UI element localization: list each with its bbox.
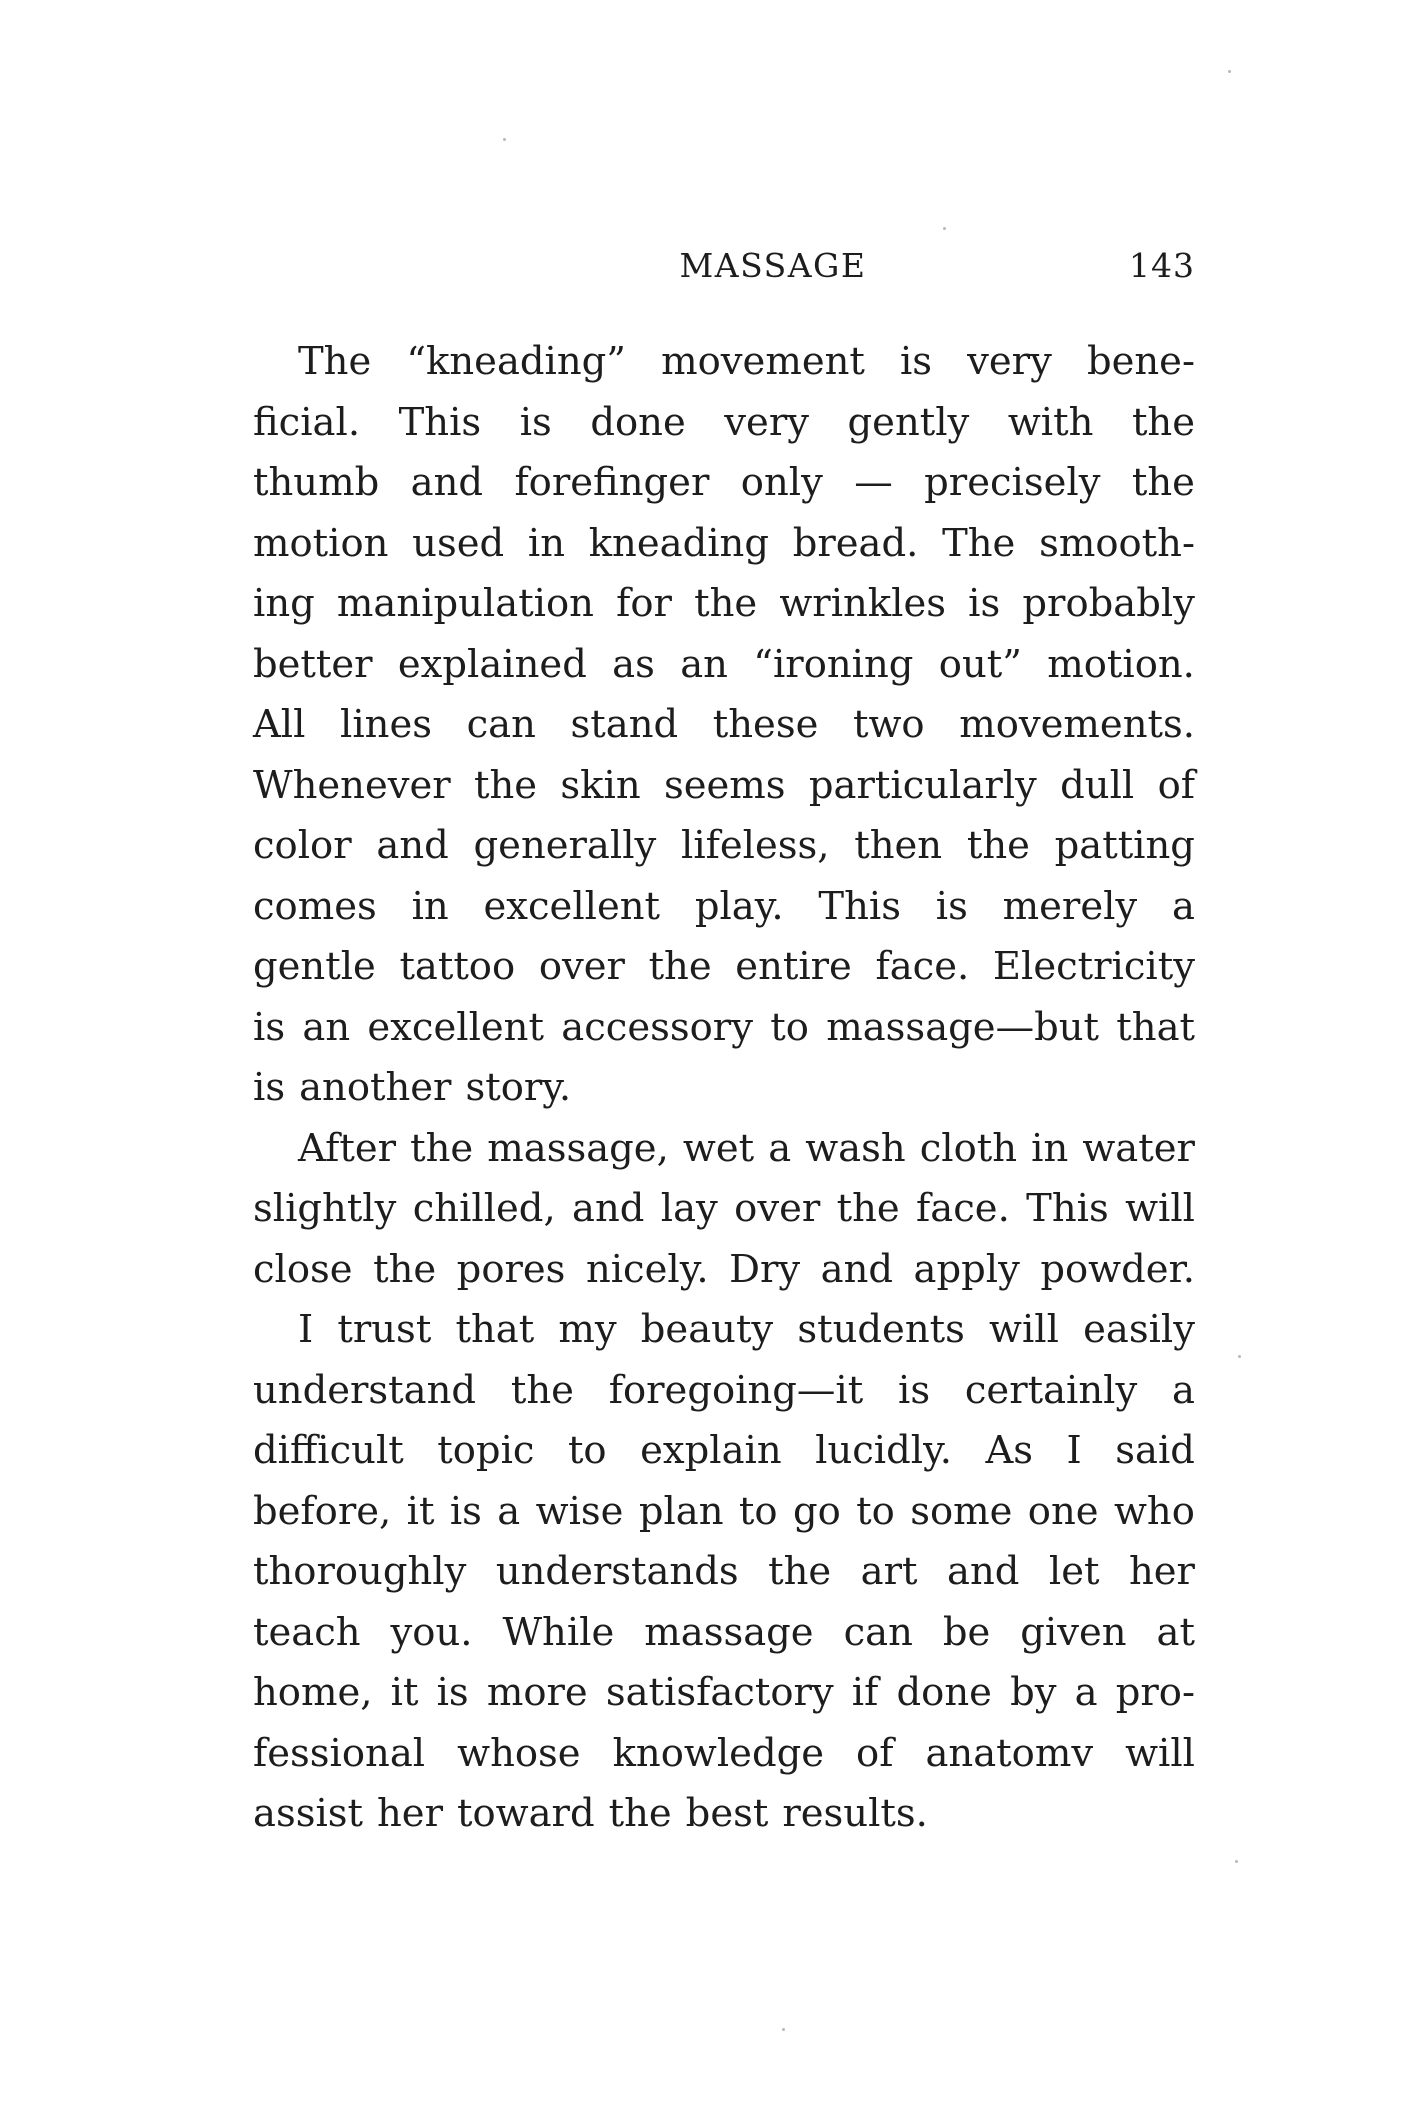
- word: I: [298, 1307, 314, 1352]
- word: This: [818, 883, 901, 929]
- word: accessory: [561, 1004, 753, 1050]
- text-line: [253, 756, 1195, 817]
- text-line: [253, 998, 1195, 1059]
- word: is: [253, 1004, 286, 1050]
- page-number: 143: [1129, 246, 1195, 285]
- word: and: [376, 823, 449, 868]
- word: entire: [735, 944, 852, 989]
- word: satisfactory: [605, 1670, 834, 1715]
- word: generally: [473, 823, 657, 868]
- word: is: [935, 883, 968, 929]
- word: thoroughly: [253, 1549, 467, 1594]
- word: The: [298, 339, 372, 384]
- word: a: [768, 1125, 792, 1171]
- word: these: [712, 702, 819, 747]
- body-text: [253, 332, 1195, 1845]
- word: bread.: [792, 520, 919, 566]
- word: fessional: [253, 1730, 426, 1776]
- word: face.: [916, 1186, 1010, 1231]
- text-line: [253, 1421, 1195, 1482]
- word: comes: [253, 883, 377, 929]
- word: manipulation: [336, 581, 594, 626]
- word: probably: [1022, 581, 1195, 626]
- word: smooth-: [1039, 520, 1195, 566]
- word: is: [898, 1367, 931, 1413]
- word: “kneading”: [406, 339, 626, 384]
- word: over: [734, 1186, 821, 1231]
- word: I: [1066, 1428, 1082, 1473]
- word: and: [820, 1246, 894, 1292]
- word: chilled,: [412, 1186, 556, 1231]
- word: the: [608, 1791, 672, 1836]
- word: This: [398, 399, 482, 445]
- word: is: [519, 399, 552, 445]
- text-line: [253, 695, 1195, 756]
- word: before,: [253, 1488, 392, 1534]
- word: to: [738, 1488, 778, 1534]
- word: explain: [640, 1428, 782, 1473]
- word: it: [406, 1488, 435, 1534]
- word: done: [896, 1670, 992, 1715]
- paper-speck: [1238, 1355, 1241, 1358]
- word: After: [298, 1125, 397, 1171]
- word: tattoo: [399, 944, 516, 989]
- text-line: [253, 332, 1195, 393]
- word: in: [1031, 1125, 1069, 1171]
- text-line: [253, 937, 1195, 998]
- text-line: [253, 514, 1195, 575]
- word: close: [253, 1246, 353, 1292]
- word: the: [966, 823, 1030, 868]
- word: only: [740, 460, 823, 505]
- word: cloth: [919, 1125, 1018, 1171]
- word: if: [851, 1670, 879, 1715]
- word: plan: [638, 1488, 724, 1534]
- word: knowledge: [612, 1730, 825, 1776]
- word: her: [1128, 1549, 1195, 1594]
- word: an: [302, 1004, 351, 1050]
- word: teach: [253, 1609, 361, 1655]
- word: thumb: [253, 460, 380, 505]
- word: wrinkles: [779, 581, 946, 626]
- running-head: MASSAGE: [679, 246, 867, 285]
- word: another: [299, 1065, 452, 1110]
- text-line: [253, 635, 1195, 696]
- word: massage—but: [826, 1004, 1099, 1050]
- word: As: [985, 1428, 1034, 1473]
- word: particularly: [808, 762, 1037, 808]
- word: gentle: [253, 944, 376, 989]
- word: lucidly.: [815, 1428, 952, 1473]
- text-line: [253, 1603, 1195, 1664]
- word: movement: [661, 339, 865, 384]
- word: topic: [437, 1428, 535, 1473]
- word: stand: [570, 702, 679, 747]
- word: you.: [390, 1609, 473, 1655]
- word: color: [253, 823, 352, 868]
- word: understands: [495, 1549, 739, 1594]
- word: story.: [465, 1065, 572, 1110]
- word: gently: [847, 399, 970, 445]
- word: the: [410, 1125, 474, 1171]
- word: one: [1027, 1488, 1099, 1534]
- word: her: [377, 1791, 443, 1836]
- word: massage,: [487, 1125, 669, 1171]
- word: toward: [457, 1791, 595, 1836]
- word: more: [486, 1670, 588, 1715]
- text-line: [253, 1179, 1195, 1240]
- text-line: [253, 574, 1195, 635]
- text-line: [253, 1724, 1195, 1785]
- word: Electricity: [992, 944, 1195, 989]
- word: All: [253, 702, 306, 747]
- text-line: [253, 453, 1195, 514]
- word: powder.: [1040, 1246, 1195, 1292]
- word: of: [856, 1730, 894, 1776]
- word: precisely: [924, 460, 1101, 505]
- word: While: [502, 1609, 615, 1655]
- word: that: [455, 1307, 535, 1352]
- word: as: [612, 641, 655, 687]
- word: some: [910, 1488, 1013, 1534]
- word: home,: [253, 1670, 373, 1715]
- word: ing: [253, 581, 315, 626]
- text-line: [253, 1300, 1195, 1361]
- word: This: [1026, 1186, 1109, 1231]
- text-line: [253, 1542, 1195, 1603]
- word: pro-: [1115, 1670, 1195, 1715]
- word: let: [1048, 1549, 1100, 1594]
- word: two: [852, 702, 925, 747]
- word: will: [1125, 1730, 1195, 1776]
- word: students: [797, 1307, 965, 1352]
- word: over: [538, 944, 625, 989]
- word: is: [968, 581, 1001, 626]
- word: is: [436, 1670, 469, 1715]
- word: movements.: [959, 702, 1195, 747]
- word: then: [854, 823, 943, 868]
- page-header: [253, 246, 1195, 296]
- paper-speck: [943, 227, 946, 230]
- word: given: [1020, 1609, 1127, 1655]
- word: for: [616, 581, 672, 626]
- word: lay: [660, 1186, 718, 1231]
- word: forefinger: [514, 460, 710, 505]
- word: very: [724, 399, 809, 445]
- word: an: [680, 641, 728, 687]
- word: of: [1157, 762, 1195, 808]
- text-line: [253, 1240, 1195, 1301]
- word: motion.: [1047, 641, 1195, 687]
- word: a: [1172, 1367, 1195, 1413]
- word: it: [390, 1670, 419, 1715]
- word: understand: [253, 1367, 477, 1413]
- paper-speck: [1235, 1860, 1238, 1863]
- word: certainly: [964, 1367, 1138, 1413]
- word: very: [967, 339, 1052, 384]
- word: trust: [337, 1307, 432, 1352]
- text-line: [253, 816, 1195, 877]
- word: is: [253, 1065, 286, 1110]
- word: results.: [782, 1791, 928, 1836]
- word: a: [1074, 1670, 1098, 1715]
- word: is: [899, 339, 933, 384]
- word: explained: [397, 641, 587, 687]
- text-line: [253, 1058, 1195, 1119]
- word: play.: [694, 883, 784, 929]
- word: in: [527, 520, 565, 566]
- word: lifeless,: [681, 823, 830, 868]
- word: wet: [682, 1125, 755, 1171]
- word: the: [694, 581, 758, 626]
- word: that: [1116, 1004, 1195, 1050]
- word: my: [558, 1307, 617, 1352]
- word: done: [590, 399, 686, 445]
- word: dull: [1060, 762, 1135, 808]
- word: difficult: [253, 1428, 404, 1473]
- paper-speck: [1228, 70, 1231, 73]
- word: can: [466, 702, 536, 747]
- word: out”: [938, 641, 1022, 687]
- word: a: [1171, 883, 1195, 929]
- word: to: [770, 1004, 809, 1050]
- word: be: [942, 1609, 991, 1655]
- word: seems: [663, 762, 786, 808]
- word: foregoing—it: [608, 1367, 864, 1413]
- word: merely: [1002, 883, 1138, 929]
- word: the: [373, 1246, 437, 1292]
- word: lines: [340, 702, 433, 747]
- word: better: [253, 641, 373, 687]
- word: excellent: [483, 883, 661, 929]
- word: ficial.: [253, 399, 361, 445]
- word: skin: [560, 762, 641, 808]
- word: assist: [253, 1791, 364, 1836]
- paragraph-closing-advice: [253, 1300, 1195, 1845]
- word: patting: [1054, 823, 1195, 868]
- word: bene-: [1086, 339, 1195, 384]
- word: with: [1007, 399, 1094, 445]
- word: water: [1082, 1125, 1195, 1171]
- text-line: [253, 393, 1195, 454]
- word: to: [567, 1428, 607, 1473]
- word: used: [412, 520, 505, 566]
- text-line: [253, 1361, 1195, 1422]
- word: a: [497, 1488, 521, 1534]
- word: best: [685, 1791, 769, 1836]
- word: is: [449, 1488, 482, 1534]
- word: The: [942, 520, 1016, 566]
- text-line: [253, 877, 1195, 938]
- word: in: [411, 883, 449, 929]
- word: and: [947, 1549, 1020, 1594]
- word: motion: [253, 520, 389, 566]
- word: apply: [913, 1246, 1020, 1292]
- paper-speck: [503, 138, 506, 141]
- word: will: [989, 1307, 1059, 1352]
- word: pores: [456, 1246, 566, 1292]
- word: nicely.: [585, 1246, 709, 1292]
- paragraph-kneading: [253, 332, 1195, 1119]
- word: Whenever: [253, 762, 451, 808]
- word: go: [792, 1488, 841, 1534]
- word: kneading: [588, 520, 769, 566]
- word: Dry: [729, 1246, 801, 1292]
- word: who: [1113, 1488, 1195, 1534]
- word: the: [510, 1367, 574, 1413]
- word: “ironing: [753, 641, 914, 687]
- text-line: [253, 1663, 1195, 1724]
- word: at: [1156, 1609, 1195, 1655]
- word: slightly: [253, 1186, 397, 1231]
- word: can: [843, 1609, 913, 1655]
- word: will: [1125, 1186, 1195, 1231]
- word: the: [836, 1186, 900, 1231]
- word: —: [854, 460, 893, 505]
- word: the: [1131, 399, 1195, 445]
- word: said: [1115, 1428, 1195, 1473]
- word: and: [410, 460, 484, 505]
- word: wash: [805, 1125, 906, 1171]
- word: excellent: [367, 1004, 544, 1050]
- paragraph-after-massage: [253, 1119, 1195, 1301]
- word: beauty: [640, 1307, 774, 1352]
- text-line: [253, 1784, 1195, 1845]
- word: the: [1131, 460, 1195, 505]
- word: easily: [1083, 1307, 1195, 1352]
- word: anatomv: [925, 1730, 1094, 1776]
- word: face.: [875, 944, 970, 989]
- word: the: [474, 762, 538, 808]
- text-line: [253, 1482, 1195, 1543]
- word: wise: [535, 1488, 624, 1534]
- word: to: [856, 1488, 895, 1534]
- word: art: [860, 1549, 918, 1594]
- word: by: [1010, 1670, 1057, 1715]
- word: massage: [644, 1609, 814, 1655]
- paper-speck: [782, 2028, 785, 2031]
- word: whose: [457, 1730, 581, 1776]
- word: and: [572, 1186, 645, 1231]
- text-line: [253, 1119, 1195, 1180]
- word: the: [768, 1549, 832, 1594]
- word: the: [648, 944, 712, 989]
